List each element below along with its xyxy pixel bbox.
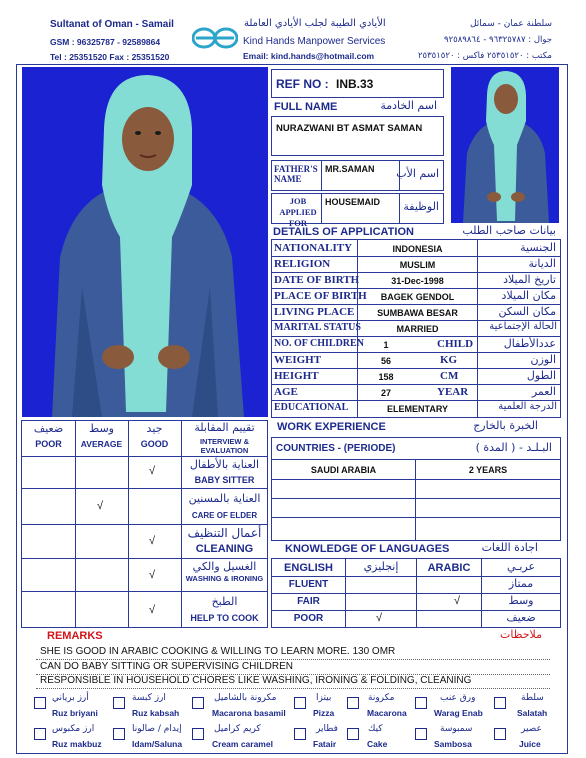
age-unit: YEAR: [437, 386, 469, 398]
father-label: FATHER'S NAME: [274, 164, 318, 184]
food-ruz-briyani-ar: أرز برياني: [52, 693, 89, 703]
dob-value: 31-Dec-1998: [391, 276, 444, 286]
eval-cook-check: √: [149, 604, 156, 616]
work-column-header: COUNTRIES - (PERIODE): [276, 443, 396, 454]
eval-baby-sitter: BABY SITTER: [194, 475, 255, 485]
food-ruz-kabsah-ar: ارز كبسة: [132, 693, 166, 703]
header-company-name-ar: الأيادي الطيبة لجلب الأيادي العاملة: [244, 18, 386, 29]
header-tel-fax: Tel : 25351520 Fax : 25351520: [50, 52, 170, 62]
food-pizza: Pizza: [313, 708, 335, 718]
food-ruz-briyani-checkbox[interactable]: [34, 697, 46, 709]
languages-label: KNOWLEDGE OF LANGUAGES: [285, 543, 450, 555]
job-box: [271, 193, 444, 228]
children-label: NO. OF CHILDREN: [274, 338, 364, 349]
ref-value: INB.33: [336, 77, 374, 91]
lang-fluent-ar: ممتاز: [508, 577, 534, 590]
applicant-photo-large: [22, 67, 268, 417]
eval-washing-check: √: [149, 569, 156, 581]
food-ruz-makbuz-checkbox[interactable]: [34, 728, 46, 740]
food-sambosa-checkbox[interactable]: [415, 728, 427, 740]
eval-washing-ar: الغسيل والكي: [192, 560, 257, 573]
father-label-ar: اسم الأب: [396, 167, 439, 180]
ref-label: REF NO :: [276, 77, 329, 91]
dob-label-ar: تاريخ الميلاد: [503, 273, 556, 286]
food-macarona-basamil: Macarona basamil: [212, 708, 286, 718]
weight-value: 56: [380, 356, 391, 366]
food-warag-enab: Warag Enab: [434, 708, 483, 718]
full-name-box: [271, 116, 444, 156]
remarks-label: REMARKS: [47, 630, 103, 642]
marital-status-label: MARITAL STATUS: [274, 322, 361, 333]
height-unit: CM: [440, 370, 459, 382]
header-company-location: Sultanat of Oman - Samail: [50, 19, 174, 30]
eval-header-good: GOOD: [140, 439, 169, 449]
eval-cleaning: CLEANING: [195, 543, 254, 555]
work-table: [271, 437, 561, 541]
food-pizza-checkbox[interactable]: [294, 697, 306, 709]
height-label-ar: الطول: [526, 369, 556, 382]
food-cake-checkbox[interactable]: [347, 728, 359, 740]
eval-care-of-elder-check: √: [97, 500, 104, 512]
pob-label-ar: مكان الميلاد: [501, 289, 556, 302]
marital-status-value: MARRIED: [396, 324, 439, 334]
dob-label: DATE OF BIRTH: [274, 274, 360, 286]
eval-header-average: AVERAGE: [80, 439, 123, 449]
food-sambosa-ar: سمبوسة: [440, 724, 473, 734]
eval-cleaning-ar: أعمال التنظيف: [187, 526, 262, 540]
eval-care-of-elder: CARE OF ELDER: [191, 511, 258, 520]
lang-arabic: ARABIC: [427, 562, 471, 574]
food-salatah-ar: سلطة: [521, 693, 544, 703]
food-warag-enab-checkbox[interactable]: [415, 697, 427, 709]
children-unit: CHILD: [437, 338, 474, 350]
food-cream-caramel: Cream caramel: [212, 739, 273, 749]
lang-fair: FAIR: [297, 596, 320, 607]
food-ruz-kabsah: Ruz kabsah: [132, 708, 180, 718]
header-tel-ar: مكتب : ٢٥٣٥١٥٢٠ فاكس : ٢٥٣٥١٥٢٠: [417, 51, 552, 61]
job-label-ar: الوظيفة: [403, 200, 439, 213]
food-macarona-basamil-checkbox[interactable]: [192, 697, 204, 709]
remark-line-1: SHE IS GOOD IN ARABIC COOKING & WILLING TO LEARN MORE. 130 OMR: [40, 646, 396, 657]
food-idam-saluna-ar: إيدام / صالونا: [132, 724, 182, 734]
lang-fluent: FLUENT: [288, 579, 329, 590]
eval-washing: WASHING & IRONING: [185, 574, 264, 583]
food-fatair-checkbox[interactable]: [294, 728, 306, 740]
job-label: JOB APPLIED FOR: [279, 196, 317, 228]
lang-fair-arabic-check: √: [454, 595, 461, 607]
remarks-label-ar: ملاحظات: [500, 628, 542, 641]
eval-header-good-ar: جيد: [146, 422, 163, 435]
food-idam-saluna-checkbox[interactable]: [113, 728, 125, 740]
marital-status-label-ar: الحالة الإجتماعية: [489, 321, 557, 332]
lang-fair-ar: وسط: [508, 594, 534, 607]
eval-baby-sitter-ar: العناية بالأطفال: [189, 458, 260, 471]
work-period-1: 2 YEARS: [468, 465, 508, 475]
eval-header-interview: INTERVIEW & EVALUATION: [199, 437, 250, 455]
age-label-ar: العمر: [531, 385, 556, 398]
age-label: AGE: [274, 386, 298, 398]
children-value: 1: [383, 340, 389, 350]
pob-value: BAGEK GENDOL: [380, 292, 455, 302]
remark-line-2: CAN DO BABY SITTING OR SUPERVISING CHILDREN: [40, 661, 294, 672]
work-experience-label: WORK EXPERIENCE: [277, 421, 386, 433]
weight-label-ar: الوزن: [530, 353, 556, 366]
weight-label: WEIGHT: [274, 354, 322, 366]
nationality-label-ar: الجنسية: [520, 241, 556, 254]
food-ruz-kabsah-checkbox[interactable]: [113, 697, 125, 709]
languages-table: [271, 558, 561, 628]
religion-label-ar: الديانة: [528, 257, 556, 270]
lang-poor-ar: ضعيف: [506, 611, 536, 624]
work-experience-label-ar: الخبرة بالخارج: [473, 419, 538, 432]
food-cream-caramel-checkbox[interactable]: [192, 728, 204, 740]
education-label-ar: الدرجة العلمية: [498, 401, 557, 412]
living-place-label: LIVING PLACE: [274, 306, 355, 318]
lang-english-ar: إنجليزي: [363, 560, 399, 573]
ref-box: [271, 69, 444, 98]
nationality-label: NATIONALITY: [274, 242, 353, 254]
food-macarona-checkbox[interactable]: [347, 697, 359, 709]
company-logo-icon: [192, 27, 238, 49]
height-value: 158: [378, 372, 394, 382]
religion-label: RELIGION: [274, 258, 331, 270]
eval-cook: HELP TO COOK: [190, 613, 259, 623]
food-ruz-briyani: Ruz briyani: [52, 708, 98, 718]
food-warag-enab-ar: ورق عنب: [440, 693, 476, 703]
age-value: 27: [380, 388, 391, 398]
remark-line-3: RESPONSIBLE IN HOUSEHOLD CHORES LIKE WASHING, IRONING & FOLDING, CLEANING: [40, 675, 472, 686]
details-label: DETAILS OF APPLICATION: [273, 226, 414, 238]
job-value: HOUSEMAID: [325, 197, 381, 207]
details-table: [271, 239, 561, 418]
food-pizza-ar: بيتزا: [316, 693, 332, 703]
food-fatair-ar: فطاير: [316, 724, 338, 734]
food-macarona-basamil-ar: مكرونة بالشاميل: [214, 693, 277, 703]
eval-baby-sitter-check: √: [149, 465, 156, 477]
religion-value: MUSLIM: [399, 260, 436, 270]
work-country-1: SAUDI ARABIA: [310, 465, 377, 475]
food-juice-ar: عصير: [521, 724, 542, 734]
eval-header-interview-ar: تقييم المقابلة: [194, 421, 255, 434]
education-value: ELEMENTARY: [386, 404, 448, 414]
food-juice-checkbox[interactable]: [494, 728, 506, 740]
eval-cleaning-check: √: [149, 535, 156, 547]
education-label: EDUCATIONAL: [274, 402, 349, 413]
living-place-label-ar: مكان السكن: [498, 305, 556, 318]
eval-care-of-elder-ar: العناية بالمسنين: [188, 492, 261, 505]
work-column-header-ar: البـلـد - ( المدة ): [475, 441, 552, 454]
lang-arabic-ar: عربـي: [506, 560, 536, 573]
pob-label: PLACE OF BIRTH: [274, 290, 367, 302]
food-ruz-makbuz-ar: ارز مكبوس: [52, 724, 95, 734]
full-name-label: FULL NAME: [274, 101, 338, 113]
header-location-ar: سلطنة عمان - سمائل: [469, 19, 552, 29]
father-value: MR.SAMAN: [325, 164, 375, 174]
food-juice: Juice: [519, 739, 541, 749]
eval-header-average-ar: وسط: [89, 422, 114, 435]
father-box: [271, 160, 444, 191]
height-label: HEIGHT: [274, 370, 319, 382]
food-macarona: Macarona: [367, 708, 407, 718]
applicant-photo-small: [451, 67, 559, 223]
lang-poor: POOR: [293, 613, 324, 624]
food-salatah: Salatah: [517, 708, 548, 718]
food-fatair: Fatair: [313, 739, 337, 749]
food-ruz-makbuz: Ruz makbuz: [52, 739, 102, 749]
weight-unit: KG: [440, 354, 458, 366]
food-idam-saluna: Idam/Saluna: [132, 739, 183, 749]
full-name-value: NURAZWANI BT ASMAT SAMAN: [276, 123, 423, 134]
nationality-value: INDONESIA: [392, 244, 443, 254]
food-macarona-ar: مكرونة: [368, 693, 395, 703]
languages-label-ar: اجادة اللغات: [481, 541, 538, 554]
eval-header-poor-ar: ضعيف: [33, 422, 64, 435]
food-cake: Cake: [367, 739, 388, 749]
eval-header-poor: POOR: [35, 439, 62, 449]
header-company-name-en: Kind Hands Manpower Services: [243, 36, 386, 47]
evaluation-table: [21, 420, 268, 628]
header-gsm-ar: جوال : ٩٦٣٢٥٧٨٧ - ٩٢٥٨٩٨٦٤: [444, 35, 552, 45]
details-label-ar: بيانات صاحب الطلب: [462, 224, 556, 237]
header-gsm: GSM : 96325787 - 92589864: [50, 37, 161, 47]
food-salatah-checkbox[interactable]: [494, 697, 506, 709]
food-cake-ar: كيك: [368, 724, 383, 734]
children-label-ar: عددالأطفال: [503, 337, 556, 350]
header-email[interactable]: Email: kind.hands@hotmail.com: [243, 51, 375, 61]
lang-english: ENGLISH: [284, 562, 333, 574]
food-sambosa: Sambosa: [434, 739, 472, 749]
living-place-value: SUMBAWA BESAR: [377, 308, 458, 318]
full-name-label-ar: اسم الخادمة: [380, 99, 437, 112]
lang-poor-english-check: √: [376, 612, 383, 624]
food-cream-caramel-ar: كريم كراميل: [214, 724, 261, 734]
eval-cook-ar: الطبخ: [211, 595, 238, 608]
